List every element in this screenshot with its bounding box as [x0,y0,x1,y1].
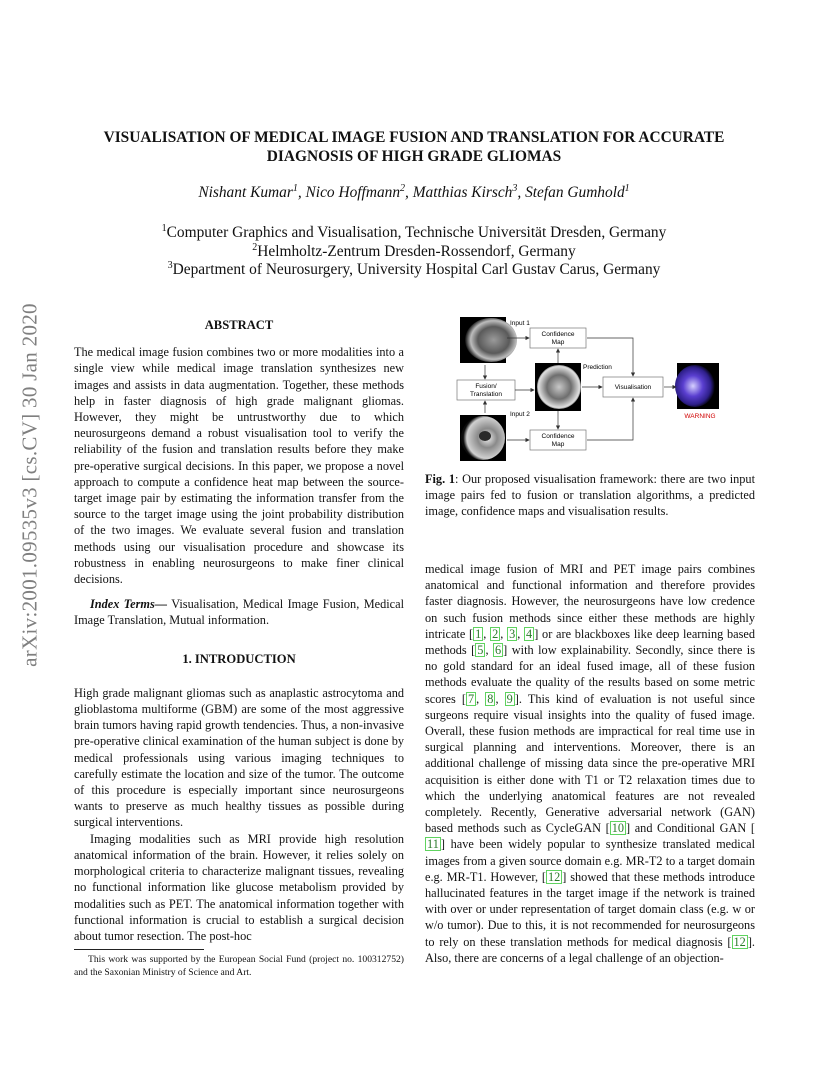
left-column [74,317,404,944]
confidence-map-label-bottom: Confidence [541,433,575,440]
citation-link[interactable]: 6 [495,643,502,658]
intro-paragraph-2: Imaging modalities such as MRI provide high resolution anatomical information of the brain. However, it relies solely on morphological criteria to characterize malignant tissues, revealing no functional information like glucose metabolism provided by modalities such as PET. The anatomical information together with functional information is crucial to establish a surgical decision about tumor resection. The post-hoc [74,831,404,943]
citation-link[interactable]: 9 [506,691,513,706]
intro-heading: 1. INTRODUCTION [182,651,296,666]
footnote-rule [74,949,204,950]
body-text: have been widely popular to synthesize translated medical images from a given source domain e.g. MR-T2 to a target domain e.g. MR-T1. However, [425,837,755,884]
affiliation-text: Helmholtz-Zentrum Dresden-Rossendorf, Germany [257,242,576,260]
author-name: Matthias Kirsch [412,184,513,201]
figure-1-caption [425,471,755,520]
body-text: . Also, there are concerns of a legal challenge of an objection- [425,934,755,965]
figure-1-diagram [455,315,755,465]
confidence-map-label-top: Confidence [541,331,575,338]
arxiv-identifier [10,290,50,680]
author-sup: 1 [624,182,630,194]
citation-link[interactable]: 5 [477,643,484,658]
citation-link[interactable]: 4 [526,626,533,641]
input-2-image [460,415,506,461]
affiliation [60,224,768,243]
abstract-text: The medical image fusion combines two or more modalities into a single view while medical image translation synthesizes new images and assists in data augmentation. Together, these methods help in faster diagnosis of high grade malignant gliomas. However, they might be untrustworthy due to which neurosurgeons demand a robust visualisation tool to verify the reliability of the fusion and translation results before they make pre-operative surgical decisions. In this paper, we propose a novel approach to compute a confidence heat map between the source-target image pair by estimating the information transfer from the source to the target image using the joint probability distribution of the two images. We evaluate several fusion and translation methods using our visualisation procedure and showcase its robustness in enabling neurosurgeons to make finer clinical decisions. [74,345,404,587]
affiliation-sup: 1 [161,222,167,234]
body-text: with low explainability. Secondly, since there is no gold standard for an ideal fused image, all of these fusion methods evaluate the quality of the results based on some metric scores [425,643,755,706]
index-terms-text: Visualisation, Medical Image Fusion, Medical Image Translation, Mutual information. [74,597,404,628]
citation-link[interactable]: 2 [492,626,499,641]
author-sup: 2 [400,182,406,194]
title-line-2: DIAGNOSIS OF HIGH GRADE GLIOMAS [266,148,562,165]
citation-link[interactable]: 11 [427,837,439,852]
paper-title [60,128,768,166]
affiliation-sup: 2 [252,241,258,253]
citation-link[interactable]: 1 [475,626,482,641]
title-line-1: VISUALISATION OF MEDICAL IMAGE FUSION AND TRANSLATION FOR ACCURATE [103,129,725,146]
translation-label: Translation [470,391,502,398]
body-text: medical image fusion of MRI and PET image pairs combines anatomical and functional information and therefore provides faster diagnosis. However, the neurosurgeons have low credence on such fusion methods since either these methods are highly intricate [425,562,755,641]
author-sup: 3 [512,182,518,194]
author-name: Nishant Kumar [198,184,293,201]
author-name: Nico Hoffmann [305,184,401,201]
affiliation-list [60,224,768,280]
confidence-map-label-bottom-2: Map [551,441,565,448]
right-column-paragraph: medical image fusion of MRI and PET image pairs combines anatomical and functional information and therefore provides faster diagnosis. However, the neurosurgeons have low credence on such fusion methods since either these methods are highly intricate [ 1 , 2 , 3 , 4 ] or are blackboxes like deep learning based methods [ 5 , 6 ] with low explainability. Secondly, since there is no gold standard for an ideal fused image, all of these fusion methods evaluate the quality of the results based on some metric scores [ 7 , 8 , 9 ]. This kind of evaluation is not useful since surgeons require visual insights into the quality of fused image. Overall, these fusion methods are impractical for real time use in surgical planning and interventions. Moreover, there is an additional challenge of missing data since the pre-operative MRI acquisition is either done with T1 or T2 relaxation times due to which the underlying anatomical features are not revealed completely. Recently, Generative adversarial network (GAN) based methods such as CycleGAN [ 10 ] and Conditional GAN [11 ] have been widely popular to synthesize translated medical images from a given source domain e.g. MR-T2 to a target domain e.g. MR-T1. However, [ 12 ] showed that these methods introduce hallucinated features in the target image if the network is trained with over or under representation of target domain class (e.g. w or w/o tumor). Due to this, it is not recommended for neurosurgeons to rely on these translation methods for medical diagnosis [ 12 ]. Also, there are concerns of a legal challenge of an objection- [425,562,755,965]
affiliation-text: Computer Graphics and Visualisation, Technische Universität Dresden, Germany [166,224,667,241]
affiliation [60,261,768,280]
index-terms [74,596,404,628]
body-text: or are blackboxes like deep learning based methods [425,626,755,658]
prediction-label: Prediction [583,364,612,371]
arxiv-identifier-text: arXiv:2001.09535v3 [cs.CV] 30 Jan 2020 [17,303,42,667]
confidence-map-label-top-2: Map [551,339,565,346]
abstract-heading: ABSTRACT [204,318,274,332]
citation-link[interactable]: 8 [487,691,494,706]
visualisation-result-image [675,363,719,409]
right-column [425,561,755,966]
author-sup: 1 [292,182,298,194]
caption-label: Fig. 1 [425,472,455,486]
input-1-label: Input 1 [510,320,530,327]
affiliation-sup: 3 [167,259,173,271]
author-name: Stefan Gumhold [525,184,625,201]
footnote: This work was supported by the European Social Fund (project no. 100312752) and the Saxonian Ministry of Science and Art. [74,954,404,978]
visualisation-label: Visualisation [614,384,652,391]
affiliation-text: Department of Neurosurgery, University Hospital Carl Gustav Carus, Germany [172,261,661,278]
warning-label: WARNING [684,413,716,420]
citation-link[interactable]: 12 [548,869,561,884]
index-terms-label: Index Terms— [90,597,168,612]
citation-link[interactable]: 12 [733,934,746,949]
fusion-label: Fusion/ [475,383,497,390]
caption-text: : Our proposed visualisation framework: there are two input image pairs fed to fusion or translation algorithms, a predicted image, confidence maps and visualisation results. [425,472,755,519]
input-1-image [455,315,517,365]
author-list: Nishant Kumar$^1$, Nico Hoffmann$^2$, Matthias Kirsch$^3$, Stefan Gumhold$^1$ [198,182,630,201]
input-2-label: Input 2 [510,411,530,418]
citation-link[interactable]: 3 [509,626,516,641]
intro-paragraph-1: High grade malignant gliomas such as anaplastic astrocytoma and glioblastoma multiforme (GBM) are some of the most aggressive brain tumors having rapid growth tendencies. Thus, a non-invasive pre-operative clinical examination of the human subject is done by medical professionals using various imaging techniques to carefully estimate the location and size of the tumor. The outcome of this procedure is especially important since neurosurgeons wants to preserve as much healthy tissues as possible during surgical interventions. [74,685,404,830]
citation-link[interactable]: 10 [611,821,625,836]
prediction-image [535,363,581,411]
affiliation [60,243,768,262]
citation-link[interactable]: 7 [467,691,475,706]
body-text: and Conditional GAN [630,821,751,836]
body-text: . This kind of evaluation is not useful since surgeons require visual insights into the quality of fused image. Overall, these fusion methods are impractical for real time use in surgical planning and interventions. Moreover, there is an additional challenge of missing data since the pre-operative MRI acquisition is either done with T1 or T2 relaxation times due to which the underlying anatomical features are not revealed completely. Recently, Generative adversarial network (GAN) based methods such as CycleGAN [425,691,755,836]
body-text: showed that these methods introduce hallucinated features in the target image if the network is trained with over or under representation of target domain class (e.g. w or w/o tumor). Due to this, it is not recommended for neurosurgeons to rely on these translation methods for medical diagnosis [425,869,755,949]
